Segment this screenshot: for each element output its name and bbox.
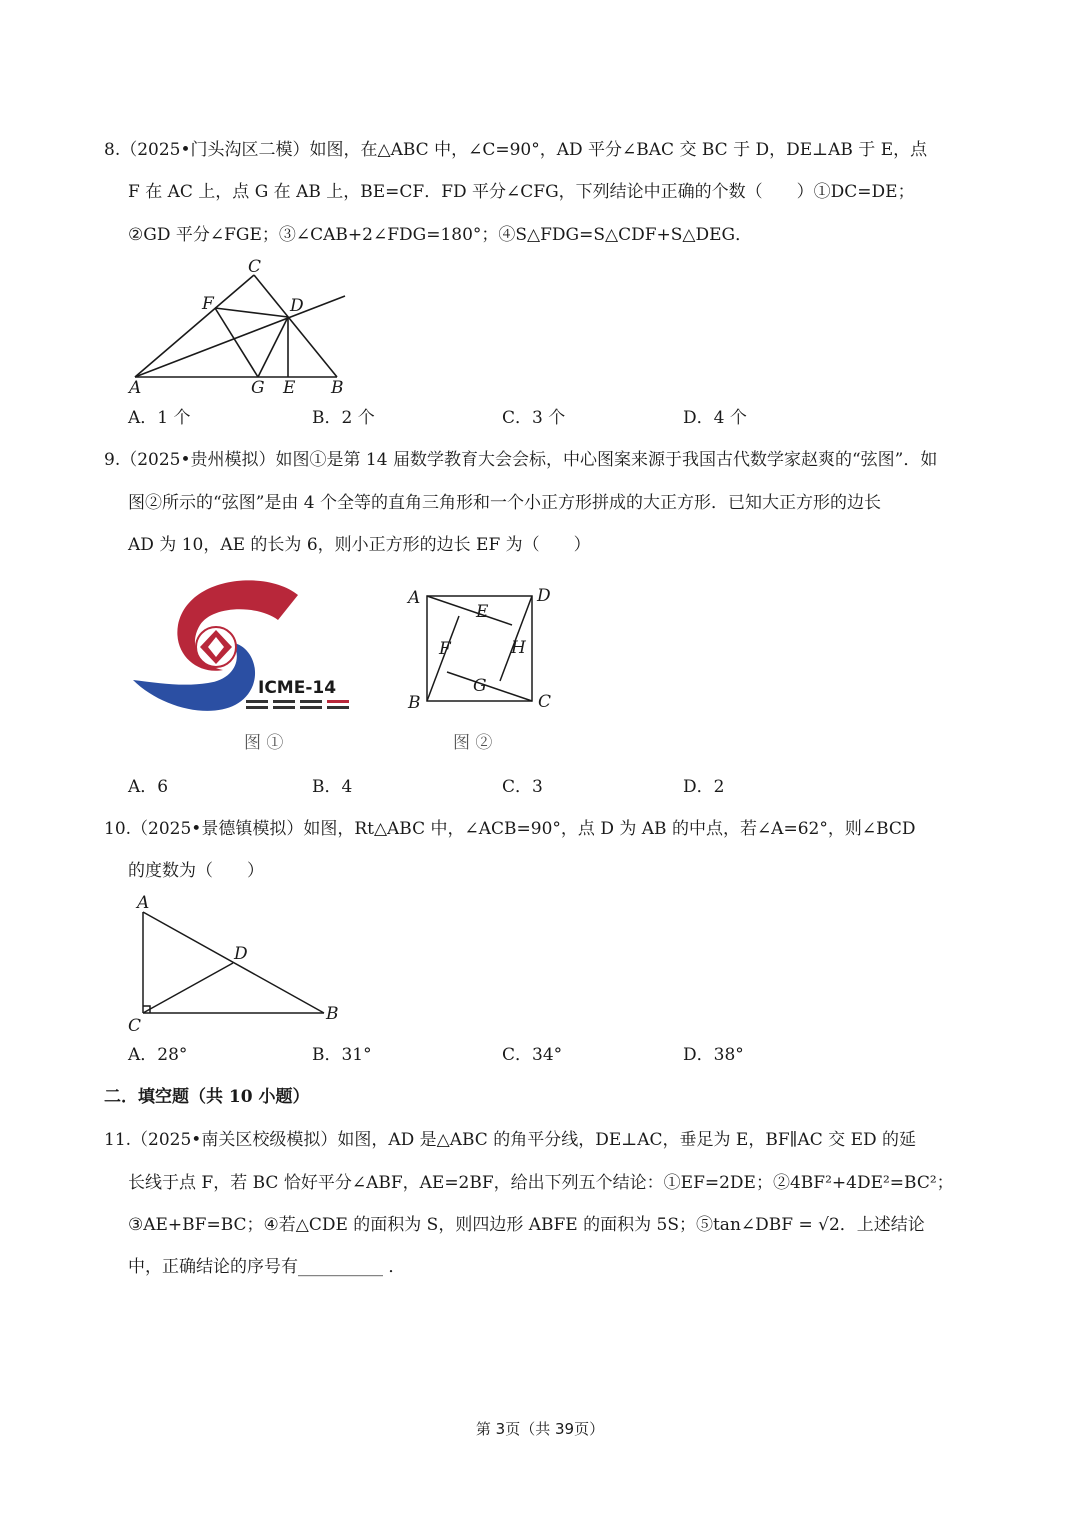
logo-center-emblem bbox=[196, 627, 236, 667]
q8-label-C: C bbox=[248, 257, 262, 277]
q11-line-3: ③AE+BF=BC；④若△CDE 的面积为 S，则四边形 ABFE 的面积为 5S；⑤tan∠DBF = √2．上述结论 bbox=[128, 1215, 925, 1235]
q10-option-b: B．31° bbox=[312, 1045, 372, 1065]
icme-logo bbox=[128, 575, 368, 725]
q8-label-E: E bbox=[283, 378, 296, 398]
q8-option-d: D．4 个 bbox=[683, 408, 747, 428]
q9-label-B: B bbox=[408, 693, 421, 713]
q10-label-D: D bbox=[234, 944, 248, 964]
q8-label-G: G bbox=[251, 378, 265, 398]
section-title: 二．填空题（共 10 小题） bbox=[104, 1087, 310, 1107]
logo-text: ICME-14 bbox=[258, 678, 337, 698]
q10-label-B: B bbox=[326, 1004, 339, 1024]
q11-line-4: 中，正确结论的序号有__________ ． bbox=[128, 1257, 406, 1277]
q8-line-2: F 在 AC 上，点 G 在 AB 上，BE=CF．FD 平分∠CFG，下列结论中正确的个数（ ）①DC=DE； bbox=[128, 182, 915, 202]
q10-option-c: C．34° bbox=[502, 1045, 563, 1065]
q10-line-2: 的度数为（ ） bbox=[128, 861, 264, 881]
q8-line-3: ②GD 平分∠FGE；③∠CAB+2∠FDG=180°；④S△FDG=S△CDF+S△DEG． bbox=[128, 225, 753, 245]
q8-label-F: F bbox=[202, 294, 214, 314]
q9-option-b: B．4 bbox=[312, 777, 353, 797]
q9-line-3: AD 为 10，AE 的长为 6，则小正方形的边长 EF 为（ ） bbox=[128, 535, 591, 555]
q9-label-C: C bbox=[538, 692, 552, 712]
q11-line-1: 11.（2025•南关区校级模拟）如图，AD 是△ABC 的角平分线，DE⊥AC，垂足为 E，BF∥AC 交 ED 的延 bbox=[104, 1130, 917, 1150]
q8-option-b: B．2 个 bbox=[312, 408, 375, 428]
q8-label-B: B bbox=[331, 378, 344, 398]
q10-label-C: C bbox=[128, 1016, 142, 1035]
q8-line-1: 8.（2025•门头沟区二模）如图，在△ABC 中，∠C=90°，AD 平分∠BAC 交 BC 于 D，DE⊥AB 于 E，点 bbox=[104, 140, 928, 160]
q9-label-H: H bbox=[511, 638, 526, 658]
q9-label-E: E bbox=[476, 602, 489, 622]
q9-label-G: G bbox=[473, 676, 487, 696]
q8-option-a: A．1 个 bbox=[128, 408, 191, 428]
q9-option-c: C．3 bbox=[502, 777, 543, 797]
q9-figure bbox=[400, 583, 560, 713]
fig1-caption: 图 ① bbox=[244, 733, 284, 753]
q9-option-a: A．6 bbox=[128, 777, 169, 797]
q8-figure bbox=[120, 255, 360, 405]
q9-label-A: A bbox=[408, 588, 421, 608]
q11-line-2: 长线于点 F，若 BC 恰好平分∠ABF，AE=2BF，给出下列五个结论：①EF=2DE；②4BF²+4DE²=BC²； bbox=[128, 1173, 954, 1193]
q10-line-1: 10.（2025•景德镇模拟）如图，Rt△ABC 中，∠ACB=90°，点 D 为 AB 的中点，若∠A=62°，则∠BCD bbox=[104, 819, 916, 839]
q9-option-d: D．2 bbox=[683, 777, 725, 797]
logo-stripes bbox=[246, 700, 349, 709]
q10-option-a: A．28° bbox=[128, 1045, 188, 1065]
q9-line-2: 图②所示的“弦图”是由 4 个全等的直角三角形和一个小正方形拼成的大正方形．已知大正方形的边长 bbox=[128, 493, 882, 513]
q10-label-A: A bbox=[137, 893, 150, 913]
q10-figure bbox=[120, 890, 350, 1035]
q9-line-1: 9.（2025•贵州模拟）如图①是第 14 届数学教育大会会标，中心图案来源于我国古代数学家赵爽的“弦图”．如 bbox=[104, 450, 938, 470]
q9-label-D: D bbox=[537, 586, 551, 606]
page-footer: 第 3页（共 39页） bbox=[475, 1420, 605, 1438]
q8-option-c: C．3 个 bbox=[502, 408, 566, 428]
q8-label-A: A bbox=[129, 378, 142, 398]
q8-label-D: D bbox=[290, 296, 304, 316]
q10-option-d: D．38° bbox=[683, 1045, 744, 1065]
q9-label-F: F bbox=[439, 639, 451, 659]
fig2-caption: 图 ② bbox=[453, 733, 493, 753]
